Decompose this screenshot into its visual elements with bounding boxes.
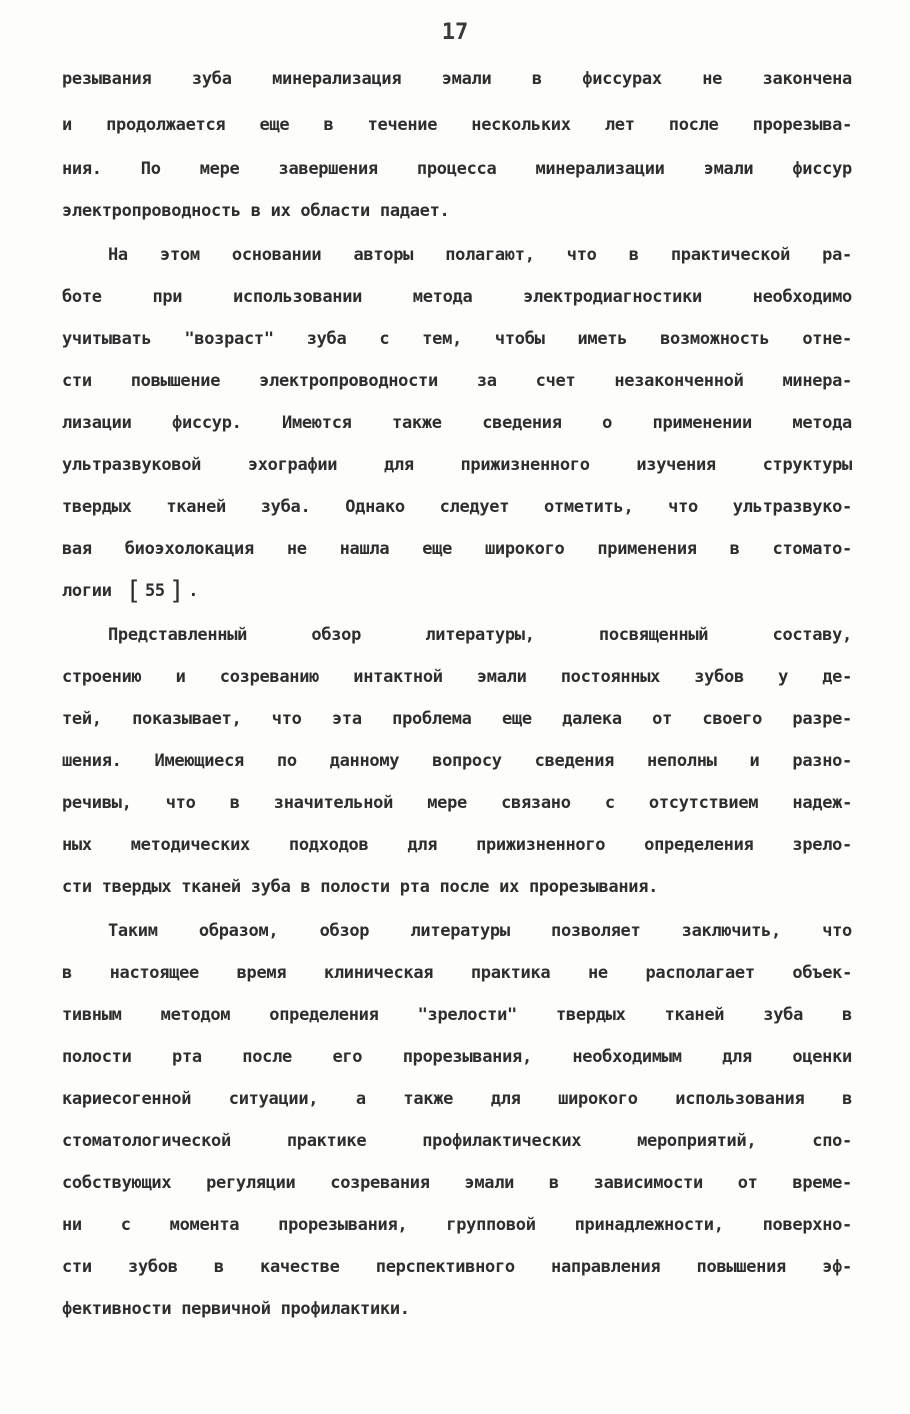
- page-number: 17: [441, 20, 469, 45]
- text-line: кариесогенной ситуации, а также для широкого использования в: [62, 1089, 852, 1109]
- text-line: тивным методом определения "зрелости" твердых тканей зуба в: [62, 1005, 852, 1025]
- text-line-with-reference: [62, 576, 852, 606]
- text-fragment: логии: [62, 581, 112, 601]
- text-line: сти повышение электропроводности за счет незаконченной минера-: [62, 371, 852, 391]
- sentence-end: .: [188, 581, 199, 601]
- text-line: собствующих регуляции созревания эмали в зависимости от време-: [62, 1173, 852, 1193]
- text-line: тей, показывает, что эта проблема еще далека от своего разре-: [62, 709, 852, 729]
- text-line: речивы, что в значительной мере связано с отсутствием надеж-: [62, 793, 852, 813]
- text-line: в настоящее время клиническая практика не располагает объек-: [62, 963, 852, 983]
- text-line: На этом основании авторы полагают, что в практической ра-: [108, 245, 852, 265]
- text-line: электропроводность в их области падает.: [62, 201, 450, 221]
- text-line: ния. По мере завершения процесса минерализации эмали фиссур: [62, 159, 852, 179]
- text-line: и продолжается еще в течение нескольких лет после прорезыва-: [62, 115, 852, 135]
- text-line: сти твердых тканей зуба в полости рта после их прорезывания.: [62, 877, 659, 897]
- text-line: шения. Имеющиеся по данному вопросу сведения неполны и разно-: [62, 751, 852, 771]
- text-line: ных методических подходов для прижизненного определения зрело-: [62, 835, 852, 855]
- text-line: Таким образом, обзор литературы позволяет заключить, что: [108, 921, 852, 941]
- text-line: лизации фиссур. Имеются также сведения о применении метода: [62, 413, 852, 433]
- text-line: твердых тканей зуба. Однако следует отметить, что ультразвуко-: [62, 497, 852, 517]
- text-line: ни с момента прорезывания, групповой принадлежности, поверхно-: [62, 1215, 852, 1235]
- text-line: ультразвуковой эхографии для прижизненного изучения структуры: [62, 455, 852, 475]
- text-line: фективности первичной профилактики.: [62, 1299, 410, 1319]
- text-line: резывания зуба минерализация эмали в фиссурах не закончена: [62, 69, 852, 89]
- reference-close-bracket: ]: [168, 576, 185, 606]
- text-line: полости рта после его прорезывания, необходимым для оценки: [62, 1047, 852, 1067]
- text-line: боте при использовании метода электродиагностики необходимо: [62, 287, 852, 307]
- text-line: учитывать "возраст" зуба с тем, чтобы иметь возможность отне-: [62, 329, 852, 349]
- reference-open-bracket: [: [125, 576, 141, 606]
- text-line: стоматологической практике профилактических мероприятий, спо-: [62, 1131, 852, 1151]
- text-line: Представленный обзор литературы, посвященный составу,: [108, 625, 852, 645]
- reference-number: 55: [144, 581, 165, 601]
- text-line: строению и созреванию интактной эмали постоянных зубов у де-: [62, 667, 852, 687]
- text-line: вая биоэхолокация не нашла еще широкого применения в стомато-: [62, 539, 852, 559]
- text-line: сти зубов в качестве перспективного направления повышения эф-: [62, 1257, 852, 1277]
